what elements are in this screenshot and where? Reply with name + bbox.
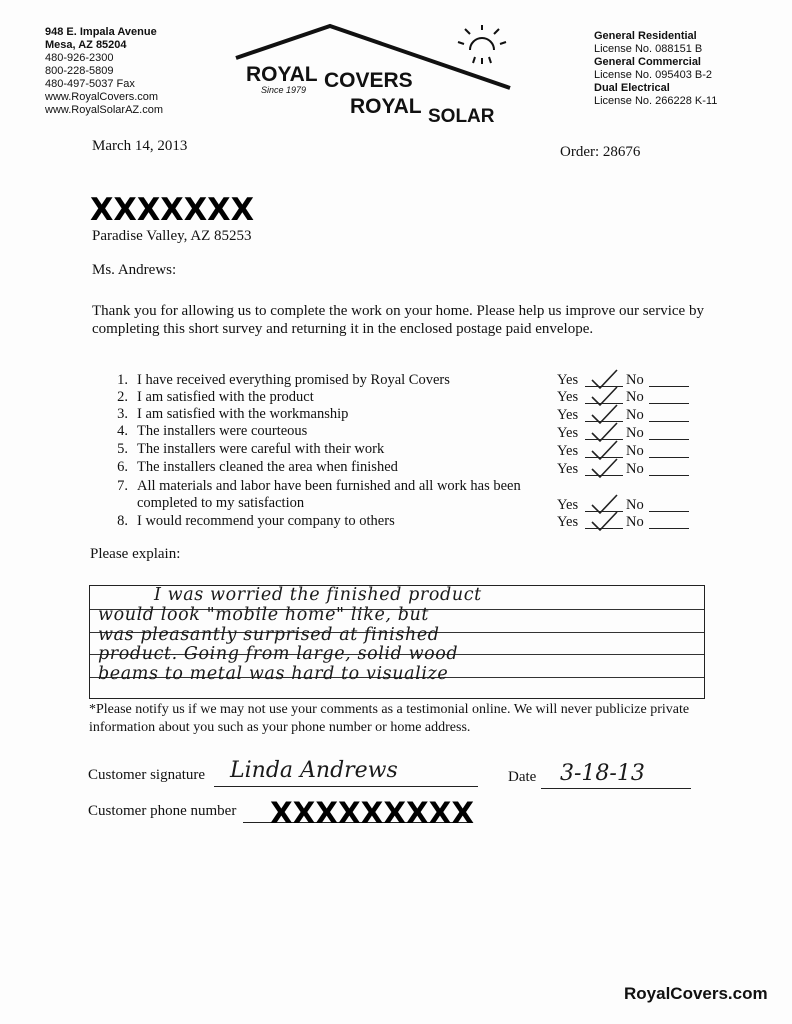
signature-date: 3-18-13 xyxy=(560,761,645,786)
website-2: www.RoyalSolarAZ.com xyxy=(45,104,163,116)
checkmark-icon xyxy=(589,457,619,479)
question-number: 1. xyxy=(117,372,128,388)
redacted-name xyxy=(90,192,256,224)
explain-label: Please explain: xyxy=(90,546,181,562)
question-text: All materials and labor have been furnished and all work has been xyxy=(137,478,521,494)
license-title: General Commercial xyxy=(594,56,701,68)
yes-label: Yes xyxy=(557,497,579,513)
customer-signature: Linda Andrews xyxy=(230,758,398,783)
license-title: Dual Electrical xyxy=(594,82,670,94)
date-label: Date xyxy=(508,769,537,785)
logo-royal-text: ROYAL xyxy=(246,63,318,86)
license-block xyxy=(594,30,717,108)
intro-paragraph: Thank you for allowing us to complete the work on your home. Please help us improve our service by completing this short survey and returning it in the enclosed postage paid envelope. xyxy=(92,303,704,337)
no-label: No xyxy=(626,443,644,459)
yes-label: Yes xyxy=(557,407,579,423)
checkmark-icon xyxy=(589,510,619,532)
logo-covers-text: COVERS xyxy=(324,69,413,92)
handwritten-line: would look "mobile home" like, but xyxy=(98,604,430,625)
no-line xyxy=(649,403,689,404)
license-number: License No. 266228 K-11 xyxy=(594,95,718,107)
handwritten-line: beams to metal was hard to visualize xyxy=(98,664,449,685)
explain-handwriting xyxy=(98,586,698,685)
question-number: 4. xyxy=(117,423,128,439)
yes-label: Yes xyxy=(557,461,579,477)
question-text: I am satisfied with the workmanship xyxy=(137,406,349,422)
royal-covers-logo xyxy=(232,20,522,132)
website-1: www.RoyalCovers.com xyxy=(45,91,159,103)
letter-date: March 14, 2013 xyxy=(92,138,188,154)
question-number: 3. xyxy=(117,406,128,422)
question-text: I am satisfied with the product xyxy=(137,389,314,405)
salutation: Ms. Andrews: xyxy=(92,262,177,278)
yes-label: Yes xyxy=(557,443,579,459)
no-line xyxy=(649,386,689,387)
question-text: The installers were careful with their work xyxy=(137,441,385,457)
no-label: No xyxy=(626,497,644,513)
recipient-city: Paradise Valley, AZ 85253 xyxy=(92,228,252,244)
no-label: No xyxy=(626,372,644,388)
date-line xyxy=(541,788,691,789)
handwritten-line: was pleasantly surprised at finished xyxy=(98,624,440,645)
phone-1: 480-926-2300 xyxy=(45,52,114,64)
no-line xyxy=(649,528,689,529)
order-number: Order: 28676 xyxy=(560,144,641,160)
question-text: I have received everything promised by Royal Covers xyxy=(137,372,450,388)
no-label: No xyxy=(626,461,644,477)
redacted-phone-text: XXXXXXXXX xyxy=(270,796,474,826)
signature-line xyxy=(214,786,478,787)
question-number: 8. xyxy=(117,513,128,529)
phone-label: Customer phone number xyxy=(88,803,237,819)
redacted-name-text: XXXXXXX xyxy=(90,192,255,224)
handwritten-line: I was worried the finished product xyxy=(154,585,482,605)
question-text: The installers cleaned the area when finished xyxy=(137,459,398,475)
yes-label: Yes xyxy=(557,425,579,441)
no-label: No xyxy=(626,425,644,441)
question-text-continued: completed to my satisfaction xyxy=(137,495,305,511)
address-line-2: Mesa, AZ 85204 xyxy=(45,39,127,51)
redacted-phone xyxy=(270,796,476,826)
handwritten-line: product. Going from large, solid wood xyxy=(98,644,459,665)
address-line-1: 948 E. Impala Avenue xyxy=(45,26,157,38)
company-address-block xyxy=(45,26,163,117)
no-line xyxy=(649,457,689,458)
no-label: No xyxy=(626,389,644,405)
no-line xyxy=(649,439,689,440)
logo-royal2-text: ROYAL xyxy=(350,95,422,118)
question-text: The installers were courteous xyxy=(137,423,308,439)
no-line xyxy=(649,475,689,476)
yes-label: Yes xyxy=(557,514,579,530)
no-line xyxy=(649,421,689,422)
question-number: 5. xyxy=(117,441,128,457)
sun-icon xyxy=(458,25,506,64)
yes-label: Yes xyxy=(557,372,579,388)
license-number: License No. 088151 B xyxy=(594,43,703,55)
question-text: I would recommend your company to others xyxy=(137,513,395,529)
question-number: 6. xyxy=(117,459,128,475)
testimonial-note: *Please notify us if we may not use your comments as a testimonial online. We will never publicize private information about you such as your phone number or home address. xyxy=(89,702,690,735)
yes-label: Yes xyxy=(557,389,579,405)
explain-box xyxy=(89,585,705,699)
signature-label: Customer signature xyxy=(88,767,206,783)
logo-since-text: Since 1979 xyxy=(261,85,307,95)
license-title: General Residential xyxy=(594,30,697,42)
no-line xyxy=(649,511,689,512)
no-label: No xyxy=(626,407,644,423)
no-label: No xyxy=(626,514,644,530)
logo-solar-text: SOLAR xyxy=(428,106,495,127)
footer-website: RoyalCovers.com xyxy=(624,984,768,1003)
license-number: License No. 095403 B-2 xyxy=(594,69,713,81)
question-number: 2. xyxy=(117,389,128,405)
fax-number: 480-497-5037 Fax xyxy=(45,78,135,90)
question-number: 7. xyxy=(117,478,128,494)
phone-2: 800-228-5809 xyxy=(45,65,114,77)
